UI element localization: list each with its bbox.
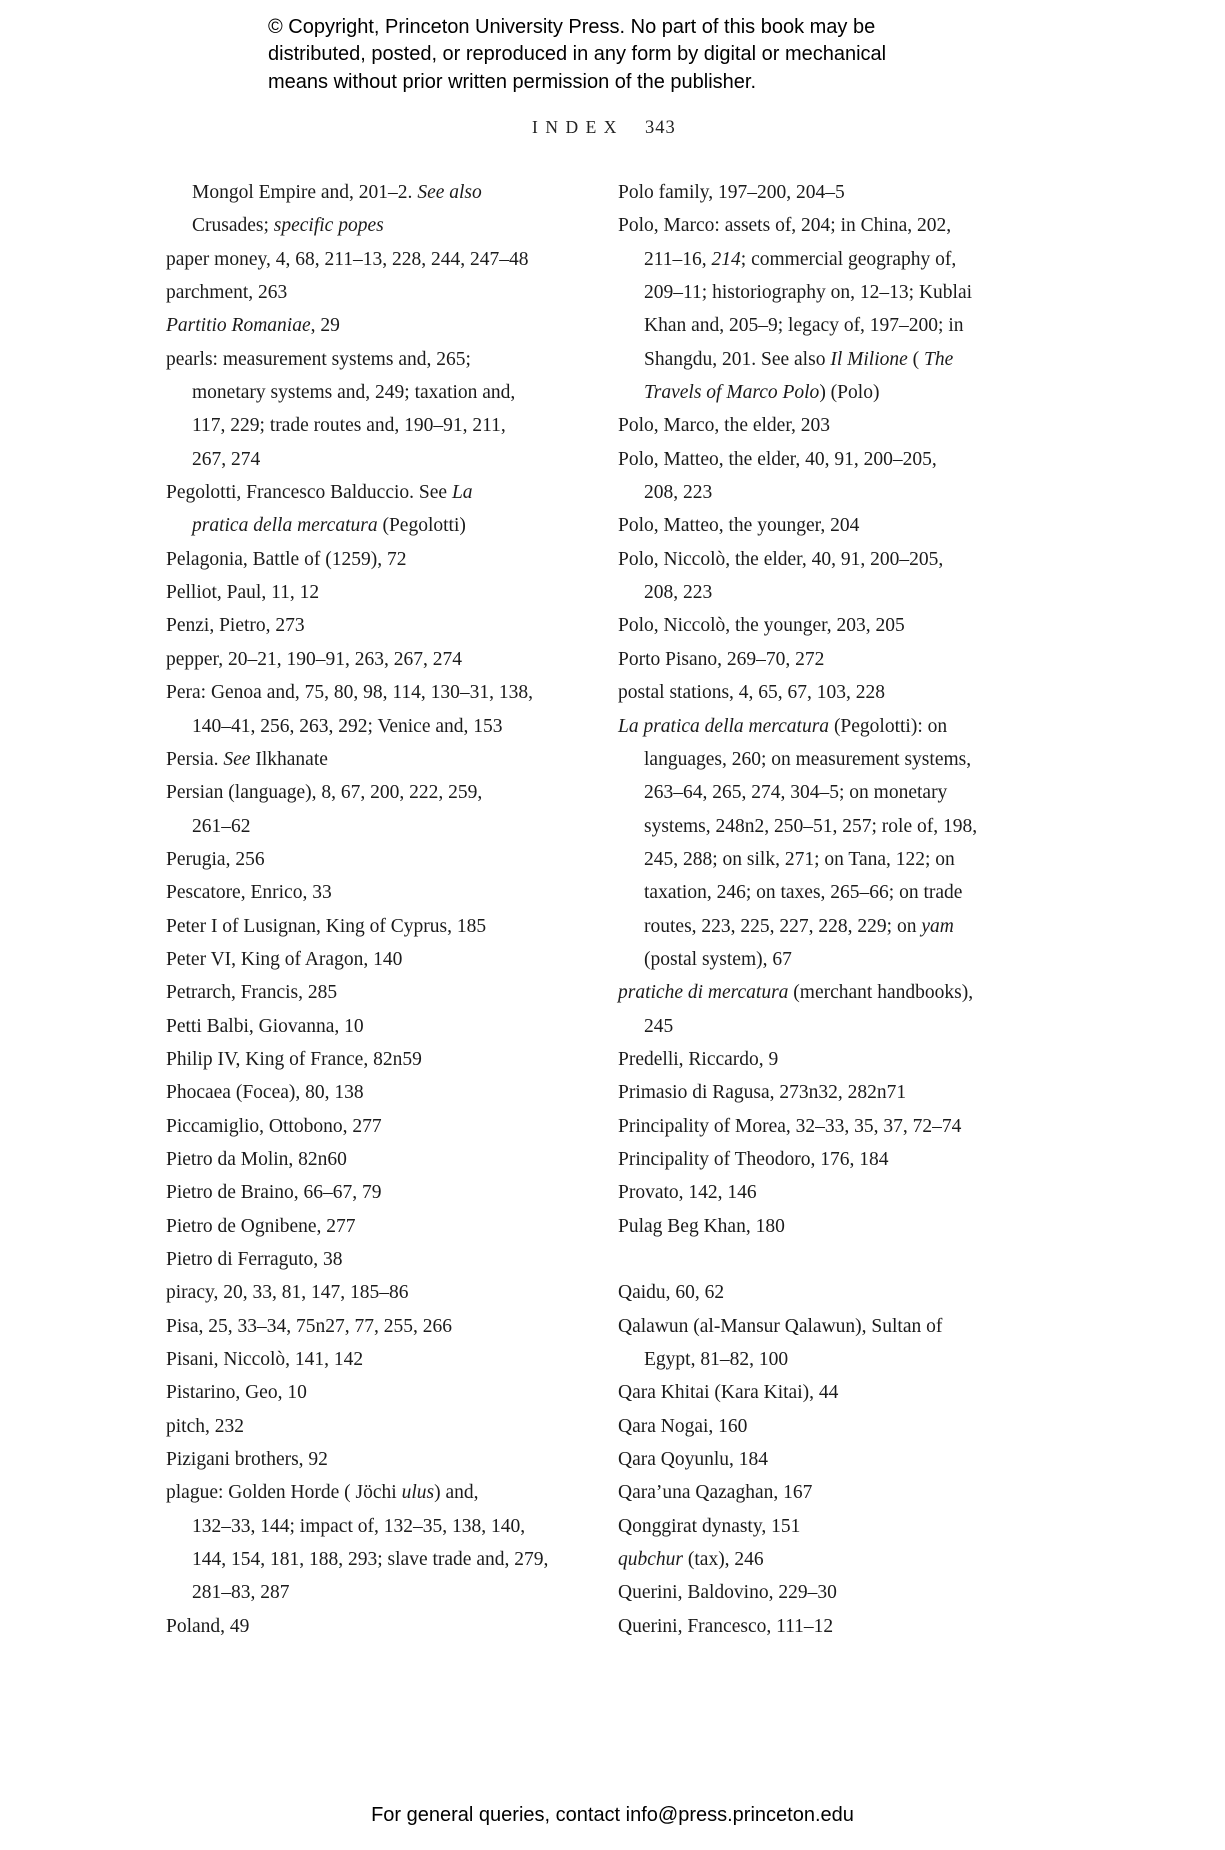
plain-text: paper money, 4, 68, 211–13, 228, 244, 247–48 xyxy=(166,248,529,270)
index-column-right xyxy=(618,176,1058,1643)
index-entry-line xyxy=(618,1476,1058,1509)
index-entry-line xyxy=(166,1076,578,1109)
plain-text: Qara Qoyunlu, 184 xyxy=(618,1449,769,1471)
plain-text: routes, 223, 225, 227, 228, 229; on xyxy=(644,915,922,937)
plain-text: 211–16, xyxy=(644,248,712,270)
plain-text: 208, 223 xyxy=(644,582,713,604)
plain-text: Polo, Marco, the elder, 203 xyxy=(618,415,831,437)
index-entry-line xyxy=(618,1443,1058,1476)
plain-text: systems, 248n2, 250–51, 257; role of, 198, xyxy=(644,815,978,837)
plain-text: Pistarino, Geo, 10 xyxy=(166,1382,307,1404)
copyright-notice xyxy=(268,14,886,96)
index-entry-line xyxy=(166,1376,578,1409)
index-entry-line xyxy=(166,910,578,943)
plain-text: Pelagonia, Battle of (1259), 72 xyxy=(166,548,407,570)
index-entry-line xyxy=(166,1443,578,1476)
index-continuation-line xyxy=(166,176,578,209)
plain-text: Ilkhanate xyxy=(250,748,328,770)
plain-text: Qalawun (al-Mansur Qalawun), Sultan of xyxy=(618,1315,943,1337)
plain-text: Polo, Matteo, the younger, 204 xyxy=(618,515,860,537)
plain-text: Penzi, Pietro, 273 xyxy=(166,615,305,637)
plain-text: Pietro da Molin, 82n60 xyxy=(166,1148,347,1170)
index-entry-line xyxy=(618,543,1058,576)
index-continuation-line xyxy=(166,1543,578,1576)
index-entry-line xyxy=(618,1410,1058,1443)
plain-text: Peter I of Lusignan, King of Cyprus, 185 xyxy=(166,915,487,937)
plain-text: Pisa, 25, 33–34, 75n27, 77, 255, 266 xyxy=(166,1315,453,1337)
index-entry-line xyxy=(618,1143,1058,1176)
plain-text: monetary systems and, 249; taxation and, xyxy=(192,382,516,404)
plain-text: Querini, Francesco, 111–12 xyxy=(618,1615,834,1637)
italic-text: ulus xyxy=(401,1482,435,1504)
plain-text: Predelli, Riccardo, 9 xyxy=(618,1048,779,1070)
plain-text: , 29 xyxy=(310,315,340,337)
plain-text: 208, 223 xyxy=(644,482,713,504)
plain-text: Petrarch, Francis, 285 xyxy=(166,982,338,1004)
index-entry-line xyxy=(618,1310,1058,1343)
plain-text: Egypt, 81–82, 100 xyxy=(644,1349,789,1371)
plain-text: plague: Golden Horde ( Jöchi xyxy=(166,1482,402,1504)
index-entry-line xyxy=(166,1143,578,1176)
index-entry-line xyxy=(618,176,1058,209)
plain-text: 144, 154, 181, 188, 293; slave trade and, 279, xyxy=(192,1549,549,1571)
plain-text: Pescatore, Enrico, 33 xyxy=(166,882,332,904)
index-continuation-line xyxy=(166,1510,578,1543)
index-entry-line xyxy=(618,209,1058,242)
index-entry-line xyxy=(618,1043,1058,1076)
index-entry-line xyxy=(166,843,578,876)
plain-text: Poland, 49 xyxy=(166,1615,250,1637)
index-entry-line xyxy=(618,509,1058,542)
index-continuation-line xyxy=(618,843,1058,876)
index-entry-line xyxy=(618,409,1058,442)
plain-text: Polo, Niccolò, the younger, 203, 205 xyxy=(618,615,905,637)
plain-text: Pera: Genoa and, 75, 80, 98, 114, 130–31, 138, xyxy=(166,682,534,704)
plain-text: (postal system), 67 xyxy=(644,948,792,970)
index-entry-line xyxy=(166,543,578,576)
index-continuation-line xyxy=(166,209,578,242)
footer-contact: For general queries, contact info@press.princeton.edu xyxy=(371,1804,854,1826)
italic-text: See xyxy=(223,748,251,770)
plain-text: 245 xyxy=(644,1015,674,1037)
plain-text: ; commercial geography of, xyxy=(740,248,957,270)
index-entry-line xyxy=(618,1376,1058,1409)
italic-text: See also xyxy=(417,182,482,203)
plain-text: Principality of Theodoro, 176, 184 xyxy=(618,1148,889,1170)
italic-text: pratiche di mercatura xyxy=(618,982,789,1004)
index-entry-line xyxy=(166,1343,578,1376)
italic-text: Il Milione xyxy=(830,348,908,370)
plain-text: postal stations, 4, 65, 67, 103, 228 xyxy=(618,682,886,704)
index-entry-line xyxy=(166,609,578,642)
italic-text: Travels of Marco Polo xyxy=(644,382,820,404)
plain-text: 267, 274 xyxy=(192,448,261,470)
index-entry-line xyxy=(618,710,1058,743)
index-continuation-line xyxy=(618,343,1058,376)
index-continuation-line xyxy=(166,810,578,843)
index-continuation-line xyxy=(618,476,1058,509)
italic-text: qubchur xyxy=(618,1549,683,1571)
index-continuation-line xyxy=(618,243,1058,276)
index-entry-line xyxy=(618,976,1058,1009)
index-continuation-line xyxy=(618,810,1058,843)
italic-text: La xyxy=(451,482,473,504)
plain-text: ( xyxy=(907,348,925,370)
index-column-left xyxy=(166,176,578,1643)
plain-text: 140–41, 256, 263, 292; Venice and, 153 xyxy=(192,715,503,737)
page-header xyxy=(532,117,676,139)
page-title: INDEX xyxy=(532,117,624,137)
plain-text: 263–64, 265, 274, 304–5; on monetary xyxy=(644,782,948,804)
plain-text: taxation, 246; on taxes, 265–66; on trade xyxy=(644,882,963,904)
index-entry-line xyxy=(166,1310,578,1343)
index-entry-line xyxy=(618,643,1058,676)
index-continuation-line xyxy=(618,576,1058,609)
index-entry-line xyxy=(166,1010,578,1043)
plain-text: ) (Polo) xyxy=(819,382,880,404)
plain-text: Khan and, 205–9; legacy of, 197–200; in xyxy=(644,315,964,337)
index-entry-line xyxy=(166,1176,578,1209)
plain-text: pitch, 232 xyxy=(166,1415,244,1437)
index-entry-line xyxy=(618,1276,1058,1309)
index-continuation-line xyxy=(166,409,578,442)
index-entry-line xyxy=(166,276,578,309)
italic-text: pratica della mercatura xyxy=(192,515,378,537)
italic-text: 214 xyxy=(711,248,741,270)
index-entry-line xyxy=(166,1276,578,1309)
plain-text: (Pegolotti): on xyxy=(829,715,948,737)
copyright-line: © Copyright, Princeton University Press. No part of this book may be xyxy=(268,16,876,38)
index-entry-line xyxy=(618,443,1058,476)
index-entry-line xyxy=(618,676,1058,709)
page-number: 343 xyxy=(644,118,676,138)
index-entry-line xyxy=(618,609,1058,642)
italic-text: La pratica della mercatura xyxy=(618,715,830,737)
plain-text: Primasio di Ragusa, 273n32, 282n71 xyxy=(618,1082,907,1104)
plain-text: Pegolotti, Francesco Balduccio. See xyxy=(166,482,452,504)
plain-text: Qonggirat dynasty, 151 xyxy=(618,1515,801,1537)
index-entry-line xyxy=(166,676,578,709)
italic-text: specific popes xyxy=(273,215,384,237)
plain-text: 117, 229; trade routes and, 190–91, 211, xyxy=(192,415,506,437)
plain-text: parchment, 263 xyxy=(166,282,288,304)
index-continuation-line xyxy=(618,376,1058,409)
plain-text: Polo family, 197–200, 204–5 xyxy=(618,182,845,203)
plain-text: Pelliot, Paul, 11, 12 xyxy=(166,582,320,604)
index-entry-line xyxy=(166,1210,578,1243)
index-entry-line xyxy=(166,476,578,509)
index-entry-line xyxy=(166,876,578,909)
index-entry-line xyxy=(618,1543,1058,1576)
plain-text: Polo, Niccolò, the elder, 40, 91, 200–205, xyxy=(618,548,944,570)
index-entry-line xyxy=(166,1610,578,1643)
plain-text: (Pegolotti) xyxy=(377,515,466,537)
index-entry-line xyxy=(618,1176,1058,1209)
plain-text: Querini, Baldovino, 229–30 xyxy=(618,1582,837,1604)
index-continuation-line xyxy=(618,1010,1058,1043)
index-entry-line xyxy=(166,343,578,376)
plain-text: piracy, 20, 33, 81, 147, 185–86 xyxy=(166,1282,409,1304)
index-continuation-line xyxy=(618,1343,1058,1376)
plain-text: Polo, Matteo, the elder, 40, 91, 200–205, xyxy=(618,448,937,470)
plain-text: Mongol Empire and, 201–2. xyxy=(192,182,418,203)
italic-text: The xyxy=(924,348,954,370)
index-entry-line xyxy=(166,1043,578,1076)
index-continuation-line xyxy=(618,876,1058,909)
plain-text: Piccamiglio, Ottobono, 277 xyxy=(166,1115,382,1137)
plain-text: Pulag Beg Khan, 180 xyxy=(618,1215,785,1237)
plain-text: Petti Balbi, Giovanna, 10 xyxy=(166,1015,364,1037)
index-entry-line xyxy=(166,576,578,609)
copyright-line: distributed, posted, or reproduced in any form by digital or mechanical xyxy=(268,43,887,66)
plain-text: pearls: measurement systems and, 265; xyxy=(166,348,471,370)
index-entry-line xyxy=(166,1110,578,1143)
plain-text: (tax), 246 xyxy=(683,1549,764,1571)
index-continuation-line xyxy=(166,443,578,476)
index-continuation-line xyxy=(618,943,1058,976)
index-continuation-line xyxy=(618,276,1058,309)
index-continuation-line xyxy=(166,376,578,409)
index-continuation-line xyxy=(166,509,578,542)
index-entry-line xyxy=(618,1610,1058,1643)
plain-text: Perugia, 256 xyxy=(166,848,265,870)
index-entry-line xyxy=(618,1210,1058,1243)
index-entry-line xyxy=(166,309,578,342)
plain-text: Persian (language), 8, 67, 200, 222, 259, xyxy=(166,782,483,804)
index-section-break xyxy=(618,1243,1058,1276)
index-continuation-line xyxy=(166,1576,578,1609)
index-entry-line xyxy=(618,1576,1058,1609)
plain-text: Qara’una Qazaghan, 167 xyxy=(618,1482,813,1504)
plain-text: languages, 260; on measurement systems, xyxy=(644,748,972,770)
plain-text: Shangdu, 201. See also xyxy=(644,348,831,370)
plain-text: Pisani, Niccolò, 141, 142 xyxy=(166,1349,364,1371)
plain-text: Polo, Marco: assets of, 204; in China, 202, xyxy=(618,215,952,237)
plain-text: (merchant handbooks), xyxy=(788,982,974,1004)
index-entry-line xyxy=(166,743,578,776)
plain-text: Peter VI, King of Aragon, 140 xyxy=(166,948,403,970)
plain-text: Crusades; xyxy=(192,215,274,237)
plain-text: Pietro di Ferraguto, 38 xyxy=(166,1249,343,1270)
index-entry-line xyxy=(166,1410,578,1443)
plain-text: Provato, 142, 146 xyxy=(618,1182,757,1204)
plain-text: 281–83, 287 xyxy=(192,1582,290,1604)
plain-text: Phocaea (Focea), 80, 138 xyxy=(166,1082,364,1104)
index-entry-line xyxy=(166,976,578,1009)
index-continuation-line xyxy=(618,743,1058,776)
plain-text: ) and, xyxy=(434,1482,479,1504)
plain-text: Porto Pisano, 269–70, 272 xyxy=(618,648,825,670)
plain-text: Qara Nogai, 160 xyxy=(618,1415,748,1437)
index-continuation-line xyxy=(166,710,578,743)
plain-text: Qara Khitai (Kara Kitai), 44 xyxy=(618,1382,839,1404)
plain-text: 261–62 xyxy=(192,815,251,837)
index-entry-line xyxy=(618,1076,1058,1109)
plain-text: Qaidu, 60, 62 xyxy=(618,1282,725,1304)
index-continuation-line xyxy=(618,910,1058,943)
plain-text: Pizigani brothers, 92 xyxy=(166,1449,328,1471)
plain-text: pepper, 20–21, 190–91, 263, 267, 274 xyxy=(166,648,463,670)
plain-text: Principality of Morea, 32–33, 35, 37, 72–74 xyxy=(618,1115,962,1137)
plain-text: Pietro de Ognibene, 277 xyxy=(166,1215,356,1237)
italic-text: Partitio Romaniae xyxy=(166,315,311,337)
plain-text: Pietro de Braino, 66–67, 79 xyxy=(166,1182,382,1204)
plain-text: 245, 288; on silk, 271; on Tana, 122; on xyxy=(644,848,955,870)
plain-text: 209–11; historiography on, 12–13; Kublai xyxy=(644,282,973,304)
copyright-line: means without prior written permission of the publisher. xyxy=(268,70,757,93)
index-entry-line xyxy=(166,243,578,276)
index-entry-line xyxy=(166,776,578,809)
index-entry-line xyxy=(166,1476,578,1509)
plain-text: Persia. xyxy=(166,748,224,770)
index-continuation-line xyxy=(618,309,1058,342)
index-entry-line xyxy=(618,1510,1058,1543)
index-continuation-line xyxy=(618,776,1058,809)
plain-text: Philip IV, King of France, 82n59 xyxy=(166,1048,422,1070)
index-entry-line xyxy=(166,643,578,676)
index-entry-line xyxy=(166,1243,578,1276)
plain-text: 132–33, 144; impact of, 132–35, 138, 140, xyxy=(192,1515,526,1537)
index-entry-line xyxy=(166,943,578,976)
index-entry-line xyxy=(618,1110,1058,1143)
italic-text: yam xyxy=(921,915,954,937)
